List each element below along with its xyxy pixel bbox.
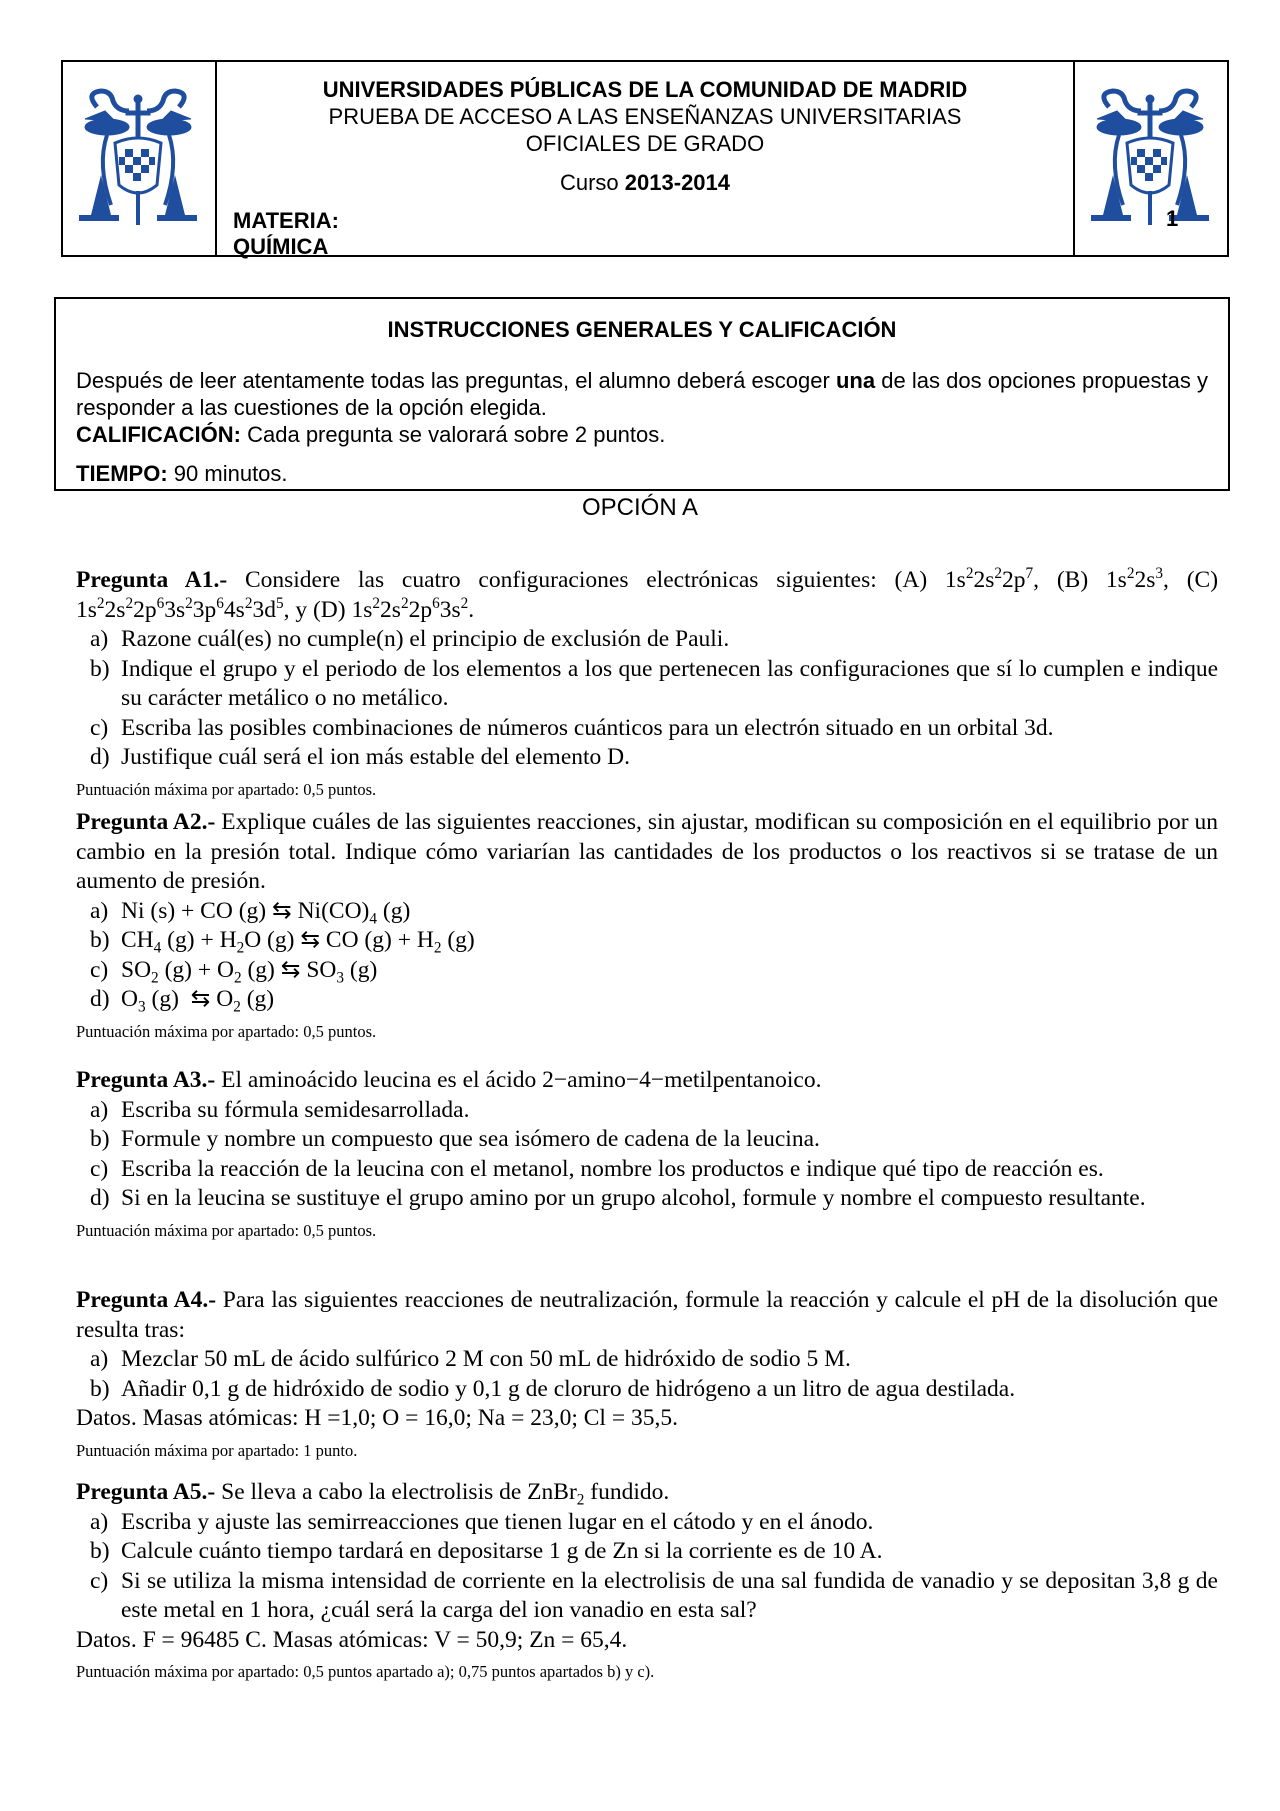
question-a1 [76,566,1218,801]
header-prueba: PRUEBA DE ACCESO A LAS ENSEÑANZAS UNIVERSITARIAS [328,104,962,129]
header-materia: MATERIA: QUÍMICA [233,208,339,259]
list-item: a) Mezclar 50 mL de ácido sulfúrico 2 M con 50 mL de hidróxido de sodio 5 M. [90,1346,851,1372]
curso-value: 2013-2014 [624,170,731,195]
exam-header [61,60,1229,257]
logo-cell-left [63,62,217,255]
a5-items [76,1508,1218,1626]
question-a4 [76,1286,1218,1462]
config-d-label: y (D) [295,596,346,623]
tiempo-text: 90 minutos. [173,461,288,486]
a2-punt: Puntuación máxima por apartado: 0,5 puntos. [76,1021,377,1041]
list-item: c) Escriba la reacción de la leucina con el metanol, nombre los productos e indique qué tipo de reacción es. [90,1155,1104,1182]
equilibrium-arrow-icon: ⇆ [300,927,321,953]
a3-title: Pregunta A3.- [76,1067,216,1093]
a5-title: Pregunta A5.- [76,1479,216,1505]
a4-statement [76,1286,1218,1345]
config-c-label: (C) [1186,567,1219,593]
question-a2 [76,808,1218,1043]
a5-datos: Datos. F = 96485 C. Masas atómicas: V = 50,9; Zn = 65,4. [76,1626,628,1653]
option-title: OPCIÓN A [581,494,699,521]
header-title-block [217,62,1073,255]
a2-intro: Explique cuáles de las siguientes reacciones, sin ajustar, modifican su composición en el equilibrio por un cambio en la presión total. Indique cómo variarían las cantidades de los productos o los reactivos si se tratase de un aumento de presión. [76,809,1218,894]
a2-items [76,897,1218,1015]
instructions-text-before: Después de leer atentamente todas las preguntas, el alumno deberá escoger [76,368,830,393]
instructions-text [76,367,1208,421]
a3-items [76,1096,1218,1214]
a4-punt: Puntuación máxima por apartado: 1 punto. [76,1440,358,1460]
list-item: c) Escriba las posibles combinaciones de números cuánticos para un electrón situado en un orbital 3d. [90,714,1054,741]
curso-label: Curso [559,170,619,195]
tiempo-label: TIEMPO: [76,461,168,486]
a4-items [76,1345,1218,1404]
a1-intro: Considere las cuatro configuraciones electrónicas siguientes: [244,567,877,593]
header-curso [217,169,1073,196]
equilibrium-arrow-icon: ⇆ [280,956,301,983]
list-item: b) $CH_4$ $(g) + H_2O$ (g) ⇆ CO $(g) + H_2$ (g) [90,927,475,957]
university-crest-icon [77,87,199,229]
list-item: c) $SO_2$ $(g) + O_2$ (g) ⇆ $SO_3$ (g) [90,956,378,987]
list-item: a) Ni (s) + CO (g) ⇆ $Ni(CO)_4$ (g) [90,897,411,928]
a3-intro: El aminoácido leucina es el ácido 2−amino−4−metilpentanoico. [221,1067,822,1093]
list-item: a) Escriba su fórmula semidesarrollada. [90,1096,470,1123]
equilibrium-arrow-icon: ⇆ [190,986,211,1012]
list-item: c) Si se utiliza la misma intensidad de corriente en la electrolisis de una sal fundida de vanadio y se depositan 3,8 g de este metal en 1 hora, ¿cuál será la carga del ion vanadio en esta sal? [90,1567,1218,1623]
equilibrium-arrow-icon: ⇆ [271,897,292,924]
a4-intro: Para las siguientes reacciones de neutralización, formule la reacción y calcule el pH de la disolución que resulta tras: [76,1287,1218,1343]
a2-title: Pregunta A2.- [76,809,216,835]
a5-intro-after: fundido. [590,1479,670,1505]
a1-title: Pregunta A1.- [76,567,228,593]
a5-intro-before: Se lleva a cabo la electrolisis de ZnBr [221,1479,577,1505]
config-b-label: (B) [1056,567,1089,593]
header-university: UNIVERSIDADES PÚBLICAS DE LA COMUNIDAD DE MADRID [322,77,968,102]
a5-statement: Pregunta A5.- Se lleva a cabo la electrolisis de ZnBr$_2$ fundido. [76,1479,670,1509]
list-item: a) Escriba y ajuste las semirreacciones que tienen lugar en el cátodo y en el ánodo. [90,1508,874,1535]
a1-items [76,625,1218,773]
list-item: d) $O_3$ (g) ⇆ $O_2$ (g) [90,986,275,1016]
list-item: b) Formule y nombre un compuesto que sea isómero de cadena de la leucina. [90,1126,820,1152]
a1-punt: Puntuación máxima por apartado: 0,5 puntos. [76,779,377,799]
a5-punt: Puntuación máxima por apartado: 0,5 puntos apartado a); 0,75 puntos apartados b) y c). [76,1662,655,1681]
list-item: d) Si en la leucina se sustituye el grupo amino por un grupo alcohol, formule y nombre el compuesto resultante. [90,1185,1146,1211]
header-oficiales: OFICIALES DE GRADO [525,131,765,156]
instructions-box [54,297,1230,491]
a3-statement [76,1066,1218,1096]
instructions-title: INSTRUCCIONES GENERALES Y CALIFICACIÓN [387,317,897,342]
page-number: 1 [1166,206,1179,231]
list-item: b) Calcule cuánto tiempo tardará en depositarse 1 g de Zn si la corriente es de 10 A. [90,1538,883,1564]
instructions-text-bold: una [835,368,876,393]
list-item: a) Razone cuál(es) no cumple(n) el principio de exclusión de Pauli. [90,626,730,652]
list-item: b) Indique el grupo y el periodo de los elementos a los que pertenecen las configuraciones que sí lo cumplen e indique su carácter metálico o no metálico. [90,655,1218,711]
config-a-label: (A) [894,567,928,593]
calificacion-label: CALIFICACIÓN: [76,422,241,447]
a4-title: Pregunta A4.- [76,1287,217,1313]
calificacion-line [76,421,1208,448]
a4-datos: Datos. Masas atómicas: H =1,0; O = 16,0; Na = 23,0; Cl = 35,5. [76,1405,678,1431]
a3-punt: Puntuación máxima por apartado: 0,5 puntos. [76,1220,377,1240]
calificacion-text: Cada pregunta se valorará sobre 2 puntos. [247,422,666,447]
list-item: b) Añadir 0,1 g de hidróxido de sodio y 0,1 g de cloruro de hidrógeno a un litro de agua destilada. [90,1375,1016,1402]
instructions-text-after: de las dos opciones propuestas y responder a las cuestiones de la opción elegida. [76,368,1208,420]
tiempo-line [76,460,1208,487]
a1-statement: Pregunta A1.- Considere las cuatro configuraciones electrónicas siguientes: (A) $1s^22s^22p^7$, (B) $1s^22s^3$, (C) $1s^22s^22p^63s^23p^64s^23d^5$, y (D) $1s^22s^22p^63s^2$. [76,565,1219,623]
a2-statement [76,808,1218,897]
list-item: d) Justifique cuál será el ion más estable del elemento D. [90,744,631,770]
question-a5 [76,1478,1218,1683]
question-a3 [76,1066,1218,1242]
